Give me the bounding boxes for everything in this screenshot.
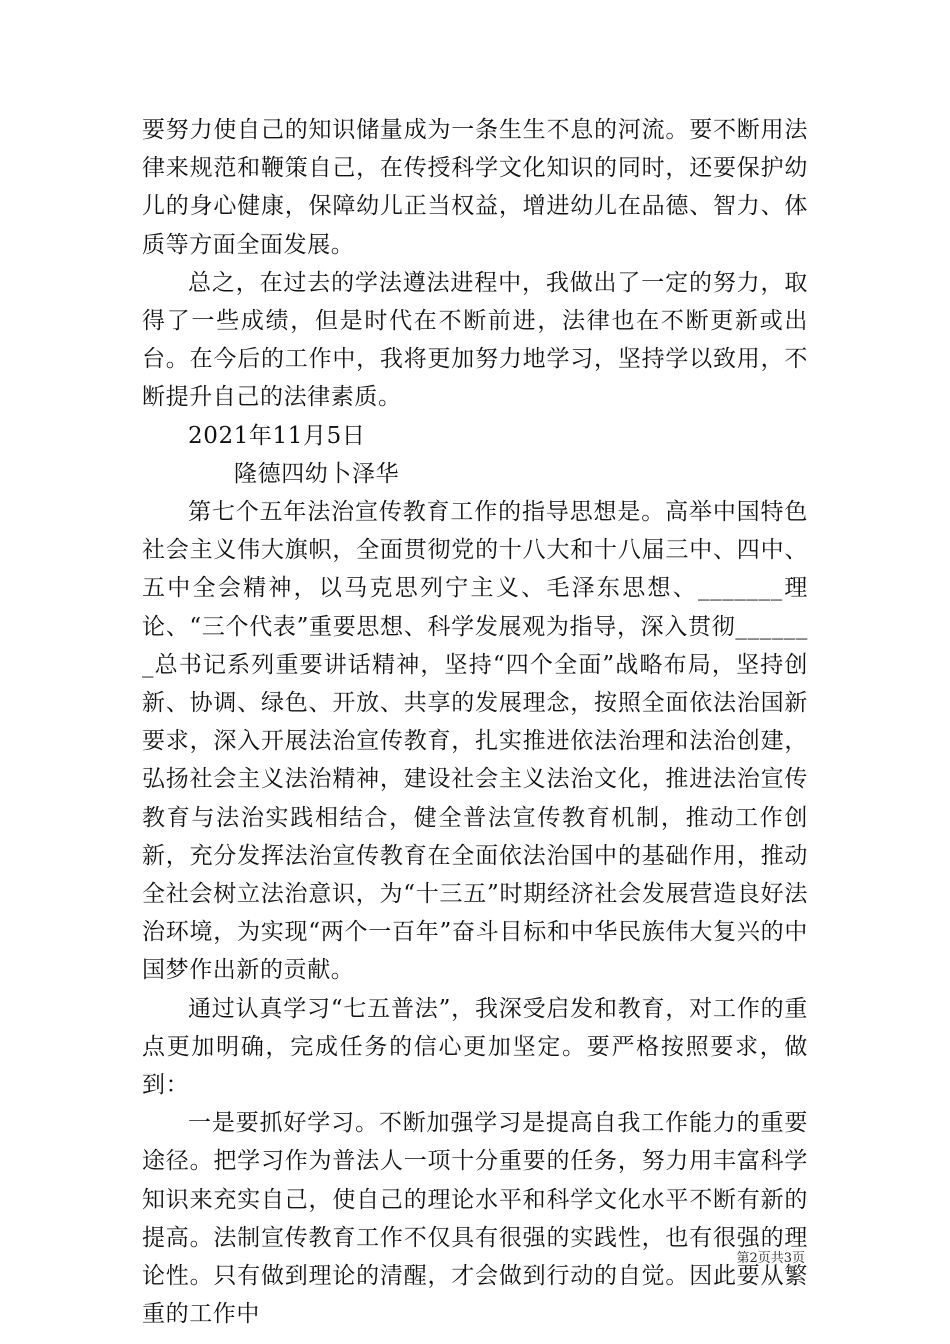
paragraph-2: 总之，在过去的学法遵法进程中，我做出了一定的努力，取得了一些成绩，但是时代在不断前进，法律也在不断更新或出台。在今后的工作中，我将更加努力地学习，坚持学以致用，不断提升自己的法律素质。 bbox=[142, 269, 808, 411]
paragraph-3: 第七个五年法治宣传教育工作的指导思想是。高举中国特色社会主义伟大旗帜，全面贯彻党的十八大和十八届三中、四中、五中全会精神，以马克思列宁主义、毛泽东思想、_______理论、“三个代表”重要思想、科学发展观为指导，深入贯彻_______总书记系列重要讲话精神，坚持“四个全面”战略布局，坚持创新、协调、绿色、开放、共享的发展理念，按照全面依法治国新要求，深入开展法治宣传教育，扎实推进依法治理和法治创建，弘扬社会主义法治精神，建设社会主义法治文化，推进法治宣传教育与法治实践相结合，健全普法宣传教育机制，推动工作创新，充分发挥法治宣传教育在全面依法治国中的基础作用，推动全社会树立法治意识，为“十三五”时期经济社会发展营造良好法治环境，为实现“两个一百年”奋斗目标和中华民族伟大复兴的中国梦作出新的贡献。 bbox=[142, 499, 808, 984]
letter-date: 2021年11月5日 bbox=[188, 422, 366, 449]
document-body bbox=[142, 111, 808, 1334]
page-number: 第2页共3页 bbox=[736, 1251, 805, 1266]
paragraph-1: 要努力使自己的知识储量成为一条生生不息的河流。要不断用法律来规范和鞭策自己，在传授科学文化知识的同时，还要保护幼儿的身心健康，保障幼儿正当权益，增进幼儿在品德、智力、体质等方面全面发展。 bbox=[142, 117, 808, 258]
paragraph-5: 一是要抓好学习。不断加强学习是提高自我工作能力的重要途径。把学习作为普法人一项十分重要的任务，努力用丰富科学知识来充实自己，使自己的理论水平和科学文化水平不断有新的提高。法制宣传教育工作不仅具有很强的实践性，也有很强的理论性。只有做到理论的清醒，才会做到行动的自觉。因此要从繁重的工作中 bbox=[142, 1110, 808, 1328]
letter-signature: 隆德四幼卜泽华 bbox=[234, 460, 400, 487]
paragraph-4: 通过认真学习“七五普法”，我深受启发和教育，对工作的重点更加明确，完成任务的信心更加坚定。要严格按照要求，做到： bbox=[142, 995, 808, 1099]
